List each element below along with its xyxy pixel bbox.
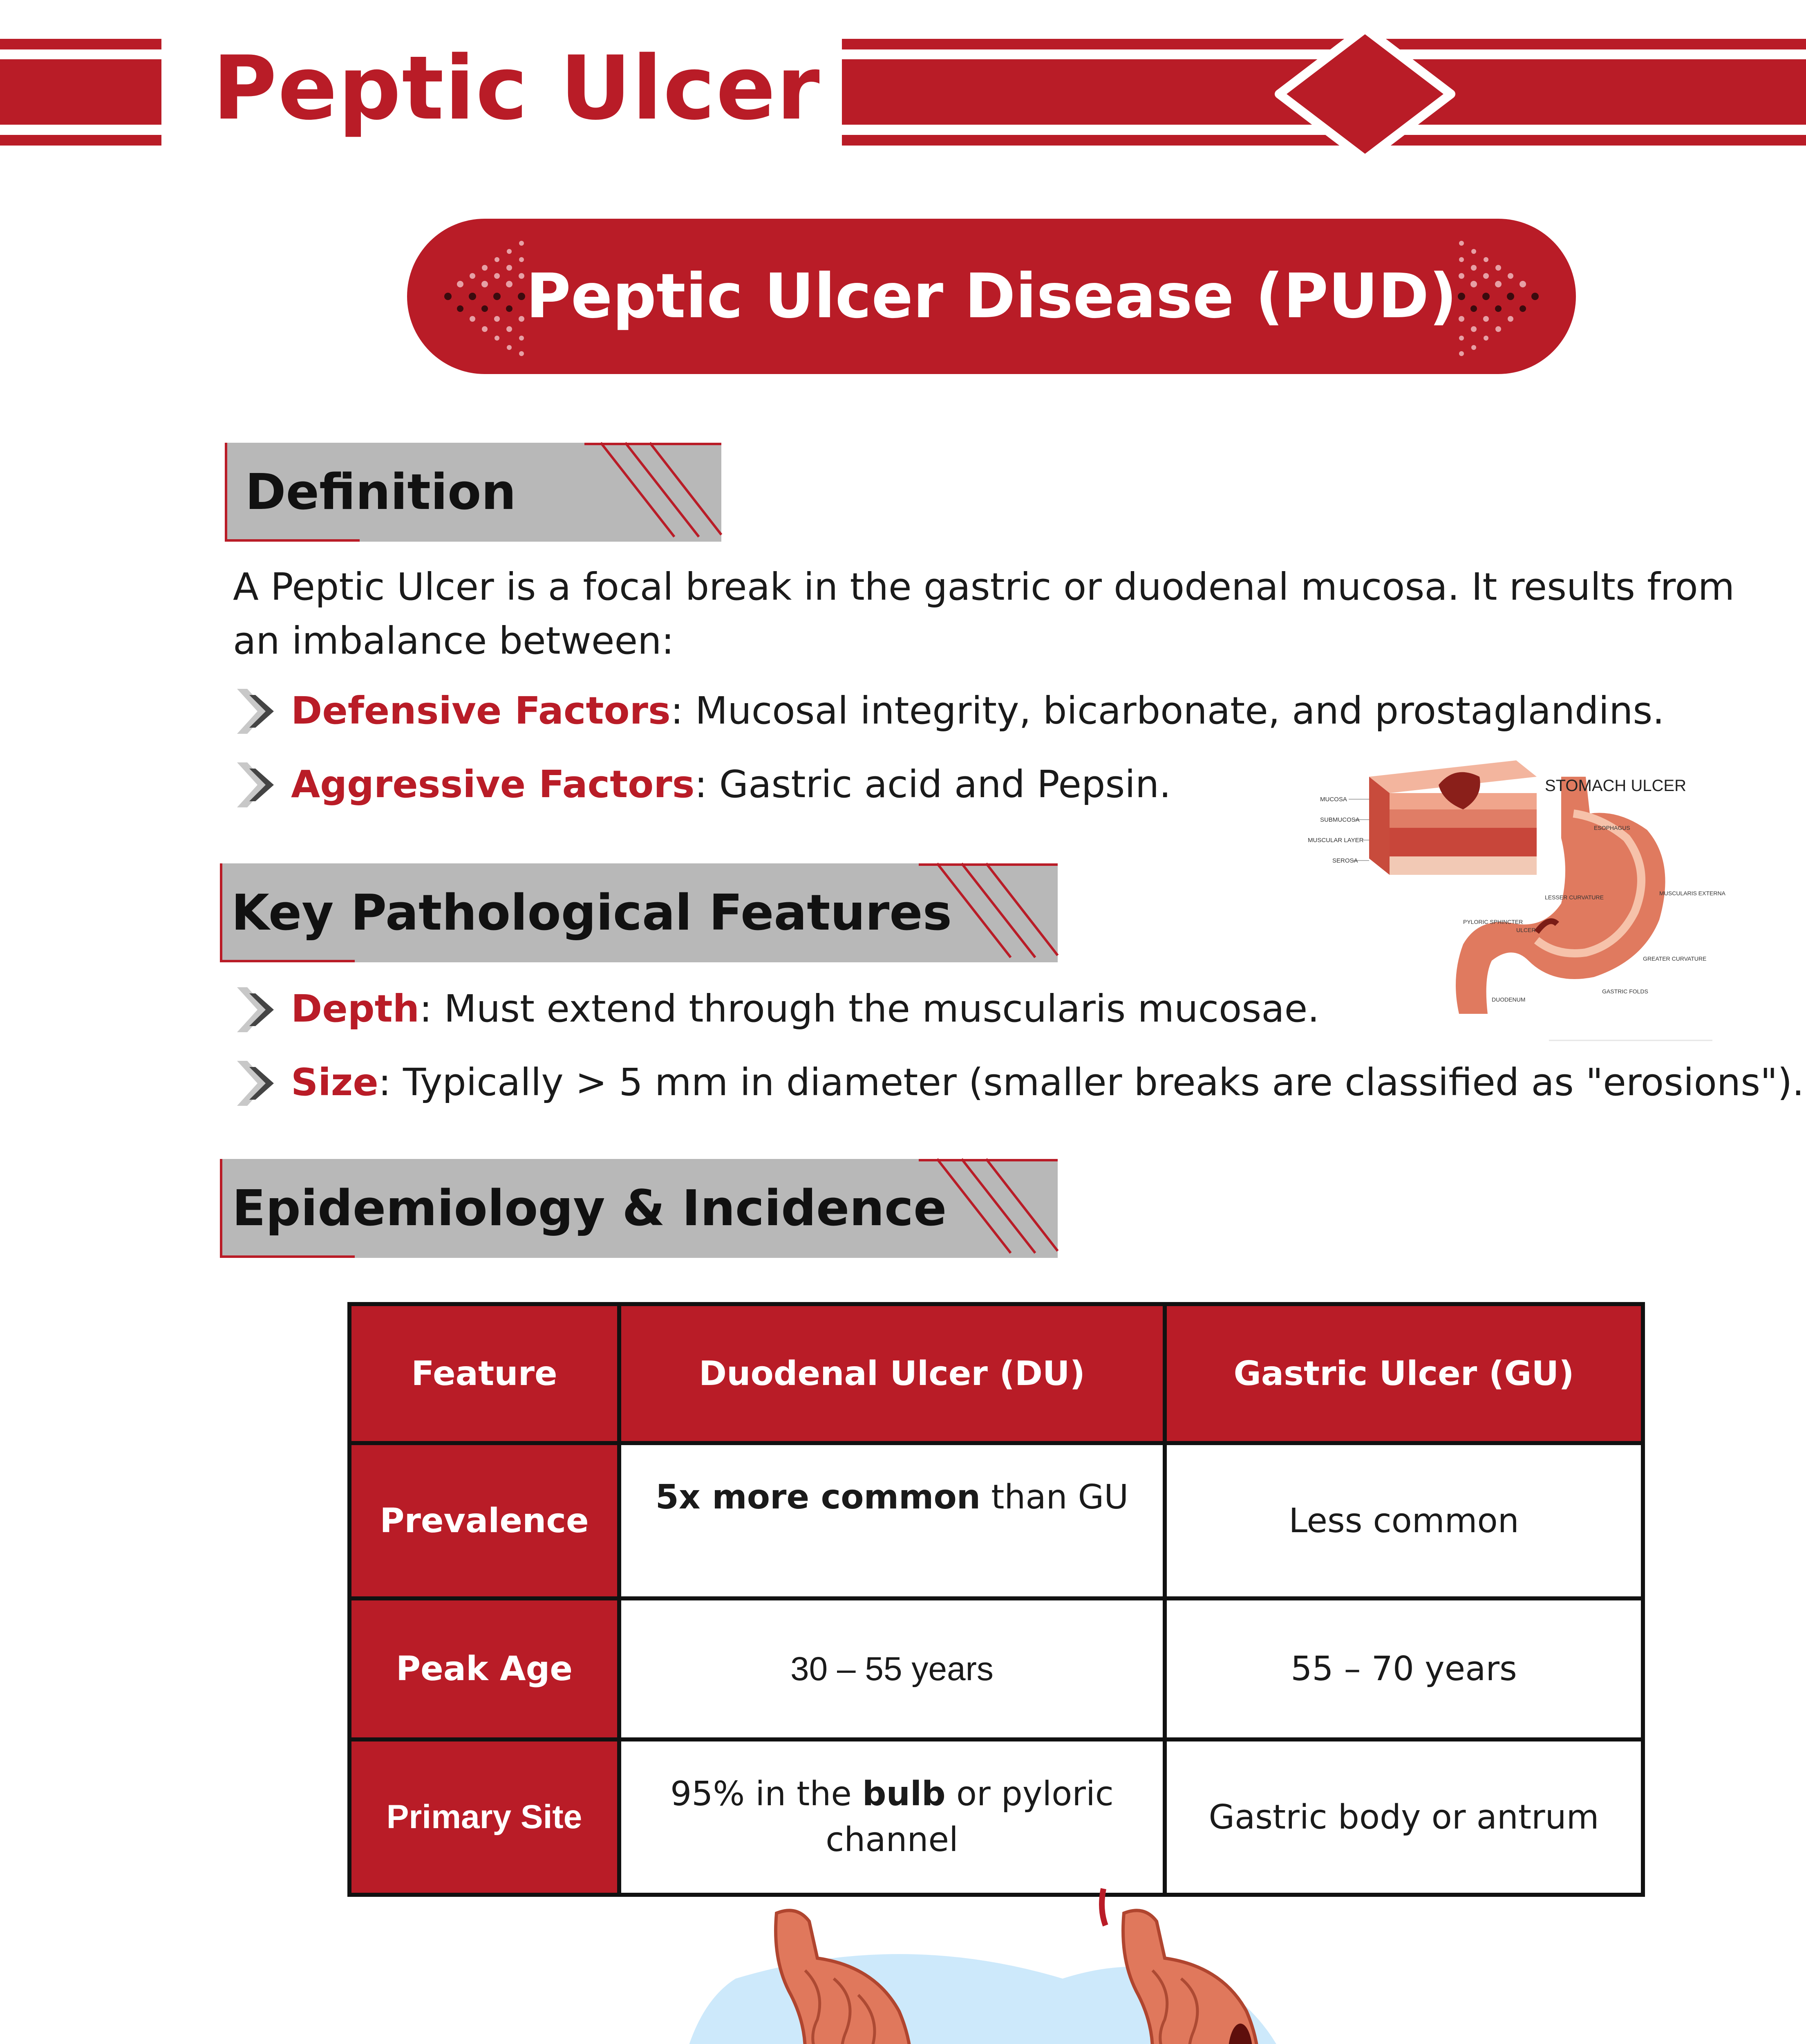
table-cell-gu: Less common [1165, 1443, 1643, 1598]
bullet-text: : Gastric acid and Pepsin. [694, 762, 1171, 806]
section-stripes-icon [937, 863, 1060, 962]
section-left-line [220, 1159, 222, 1258]
bullet-defensive [291, 684, 1665, 738]
section-title-epidemiology: Epidemiology & Incidence [232, 1180, 947, 1237]
table-cell-du [619, 1443, 1165, 1598]
page-title: Peptic Ulcer [213, 37, 821, 139]
chevron-arrow-icon [233, 685, 278, 738]
bullet-text: : Mucosal integrity, bicarbonate, and prostaglandins. [670, 689, 1665, 733]
diagram-title: STOMACH ULCER [1545, 777, 1686, 795]
stomach-comparison-diagram [613, 1897, 1451, 2044]
header-bar-left-bot [0, 135, 161, 146]
header-diamond-icon [1271, 25, 1459, 164]
bullet-size [291, 1056, 1804, 1109]
bullet-text: : Must extend through the muscularis mucosae. [419, 987, 1320, 1031]
cell-text: or pyloric channel [826, 1775, 1114, 1859]
label-duodenum: DUODENUM [1492, 996, 1526, 1003]
label-muscularis-externa: MUSCULARIS EXTERNA [1659, 890, 1725, 896]
label-lesser-curvature: LESSER CURVATURE [1545, 894, 1604, 901]
title-banner [407, 219, 1576, 374]
section-stripes-icon [601, 443, 723, 542]
table-cell-du: 30 – 55 years [619, 1598, 1165, 1739]
label-submucosa: SUBMUCOSA [1320, 816, 1360, 823]
cell-text: 95% in the [670, 1775, 862, 1813]
definition-text: A Peptic Ulcer is a focal break in the gastric or duodenal mucosa. It results from an imbalance between: [233, 565, 1735, 663]
section-header-epidemiology [220, 1159, 1058, 1258]
cell-bold: 5x more common [655, 1478, 981, 1517]
table-row [349, 1443, 1643, 1598]
section-title-definition: Definition [245, 464, 516, 521]
table-header-row [349, 1304, 1643, 1443]
table-cell-feature: Peak Age [349, 1598, 619, 1739]
bullet-depth [291, 982, 1319, 1036]
table-cell-du [619, 1739, 1165, 1895]
section-left-line [225, 443, 227, 542]
bullet-text: : Typically > 5 mm in diameter (smaller breaks are classified as "erosions"). [378, 1060, 1804, 1104]
chevron-arrow-icon [233, 758, 278, 811]
section-title-pathology: Key Pathological Features [231, 884, 952, 941]
header-bar-left-top [0, 39, 161, 49]
chevron-arrow-icon [233, 1057, 278, 1110]
table-header-cell: Duodenal Ulcer (DU) [619, 1304, 1165, 1443]
section-header-definition [225, 443, 721, 542]
table-cell-gu: 55 – 70 years [1165, 1598, 1643, 1739]
bullet-term: Aggressive Factors [291, 762, 695, 806]
table-header-cell: Gastric Ulcer (GU) [1165, 1304, 1643, 1443]
table-cell-feature: Primary Site [349, 1739, 619, 1895]
epidemiology-table [347, 1302, 1645, 1897]
chevron-arrow-icon [233, 983, 278, 1036]
stomach-ulcer-diagram [1308, 748, 1725, 1047]
tissue-block [1369, 760, 1537, 875]
section-stripes-icon [937, 1159, 1060, 1258]
bullet-term: Defensive Factors [291, 689, 671, 733]
table-header-cell: Feature [349, 1304, 619, 1443]
table-row [349, 1598, 1643, 1739]
banner-title: Peptic Ulcer Disease (PUD) [526, 261, 1457, 332]
header-bar-left-mid [0, 59, 161, 125]
table-cell-gu: Gastric body or antrum [1165, 1739, 1643, 1895]
label-greater-curvature: GREATER CURVATURE [1643, 955, 1707, 962]
label-muscular-layer: MUSCULAR LAYER [1308, 837, 1364, 844]
table-cell-feature: Prevalence [349, 1443, 619, 1598]
label-esophagus: ESOPHAGUS [1594, 825, 1630, 831]
section-header-pathology [220, 863, 1058, 962]
label-gastric-folds: GASTRIC FOLDS [1602, 988, 1648, 995]
bullet-term: Size [291, 1060, 378, 1104]
cell-text: than GU [980, 1478, 1129, 1517]
bullet-aggressive [291, 758, 1171, 811]
table-row [349, 1739, 1643, 1895]
section-left-line [220, 863, 222, 962]
label-serosa: SEROSA [1332, 857, 1358, 864]
label-pyloric-sphincter: PYLORIC SPHINCTER [1463, 919, 1523, 925]
bullet-term: Depth [291, 987, 420, 1031]
cell-bold: bulb [862, 1775, 946, 1813]
label-mucosa: MUCOSA [1320, 796, 1347, 803]
label-ulcer: ULCER [1516, 927, 1536, 933]
